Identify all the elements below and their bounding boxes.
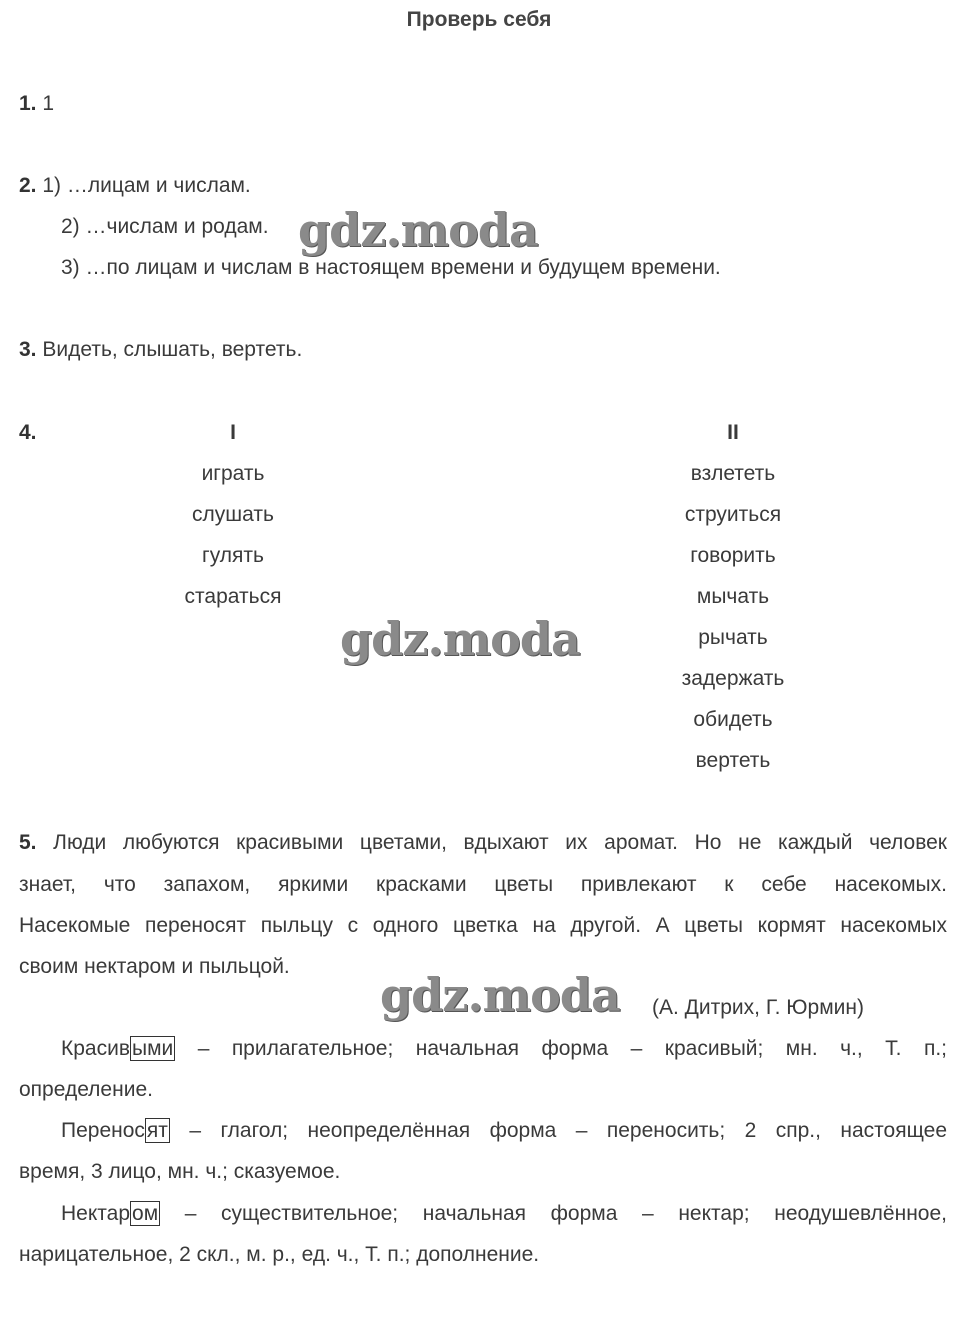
conjugation-2-word: обидеть: [693, 708, 773, 731]
parse1-stem: Красив: [61, 1037, 130, 1060]
parse-line-3a: [61, 1202, 947, 1226]
conjugation-2-word: рычать: [698, 626, 768, 649]
task5-line-1: Люди любуются красивыми цветами, вдыхают их аромат. Но не каждый человек: [53, 831, 947, 854]
conjugation-2-word: мычать: [696, 585, 770, 608]
conjugation-2-word: взлететь: [690, 462, 776, 485]
parse2-rest2: время, 3 лицо, мн. ч.; сказуемое.: [19, 1160, 341, 1183]
task2-line-3: 3) …по лицам и числам в настоящем времени и будущем времени.: [61, 256, 721, 279]
conjugation-1-heading: I: [230, 421, 236, 444]
conjugation-1-word: стараться: [184, 585, 282, 608]
task5-number: 5.: [19, 831, 37, 854]
watermark-logo: gdz.moda: [298, 203, 538, 257]
parse2-rest: – глагол; неопределённая форма – переносить; 2 спр., настоящее: [169, 1119, 947, 1142]
task1: [19, 92, 54, 116]
task4-number: 4.: [19, 421, 37, 444]
text-author: (А. Дитрих, Г. Юрмин): [652, 996, 864, 1019]
task1-answer: 1: [42, 92, 55, 115]
task2-number: 2.: [19, 174, 37, 197]
watermark-logo: gdz.moda: [380, 968, 620, 1022]
parse2-stem: Перенос: [61, 1119, 145, 1142]
conjugation-2-word: говорить: [690, 544, 776, 567]
parse3-ending-box: ом: [132, 1202, 159, 1225]
parse-line-1a: [61, 1037, 947, 1061]
parse3-stem: Нектар: [61, 1202, 131, 1225]
page-title: Проверь себя: [406, 8, 552, 31]
task5-text-line-2: знает, что запахом, яркими красками цветы привлекают к себе насекомых.: [19, 873, 947, 896]
parse3-rest2: нарицательное, 2 скл., м. р., ед. ч., Т. п.; дополнение.: [19, 1243, 540, 1266]
conjugation-2-heading: II: [727, 421, 739, 444]
conjugation-2-word: вертеть: [695, 749, 771, 772]
parse1-rest: – прилагательное; начальная форма – красивый; мн. ч., Т. п.;: [175, 1037, 947, 1060]
task5-text-line-4: своим нектаром и пыльцой.: [19, 955, 290, 978]
task2: [19, 174, 251, 198]
task2-line-1: 1) …лицам и числам.: [42, 174, 251, 197]
task5-text-line-3: Насекомые переносят пыльцу с одного цветка на другой. А цветы кормят насекомых: [19, 914, 947, 937]
task1-number: 1.: [19, 92, 37, 115]
parse-line-2a: [61, 1119, 947, 1143]
conjugation-1-word: гулять: [202, 544, 264, 567]
watermark-logo: gdz.moda: [340, 612, 580, 666]
parse3-rest: – существительное; начальная форма – нектар; неодушевлённое,: [160, 1202, 947, 1225]
parse1-ending-box: ыми: [131, 1037, 174, 1060]
task3-number: 3.: [19, 338, 37, 361]
task3: [19, 338, 302, 362]
conjugation-2-word: струиться: [684, 503, 782, 526]
task2-line-2: 2) …числам и родам.: [61, 215, 269, 238]
conjugation-2-word: задержать: [681, 667, 785, 690]
conjugation-1-word: играть: [201, 462, 265, 485]
task5-text-line-1: [19, 831, 947, 855]
task3-text: Видеть, слышать, вертеть.: [42, 338, 303, 361]
conjugation-1-word: слушать: [192, 503, 274, 526]
parse2-ending-box: ят: [146, 1119, 168, 1142]
parse1-rest2: определение.: [19, 1078, 153, 1101]
